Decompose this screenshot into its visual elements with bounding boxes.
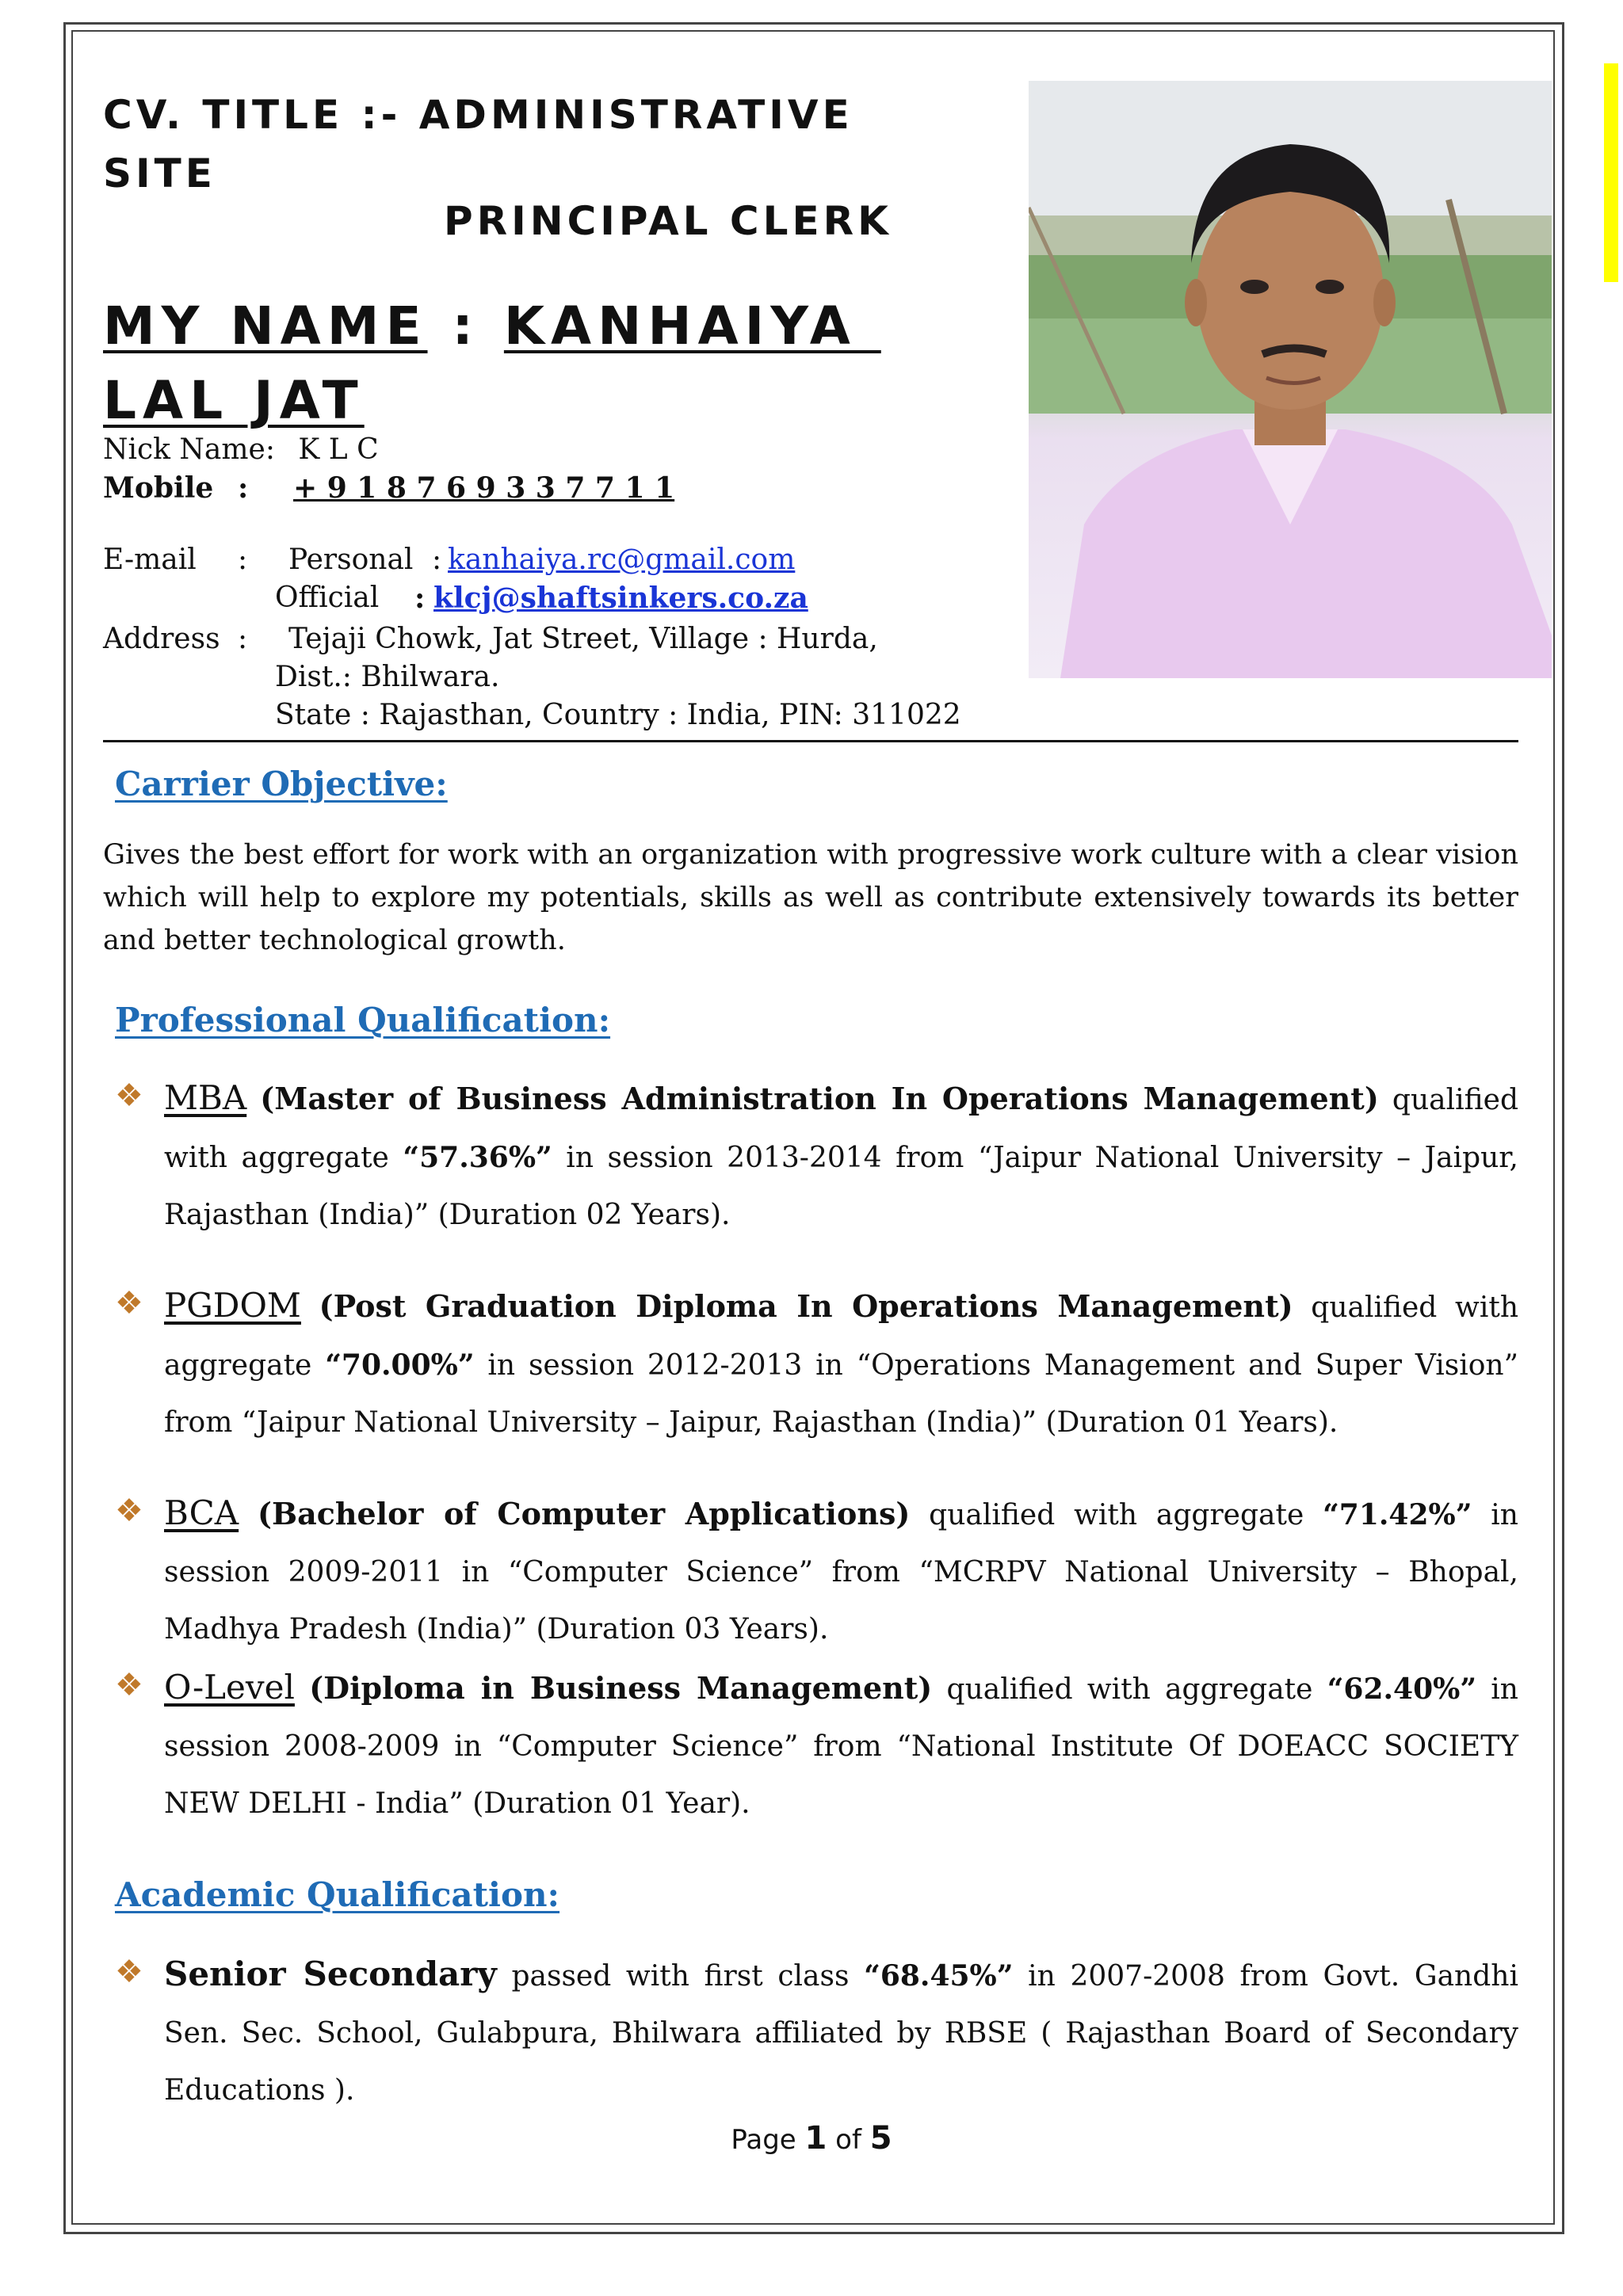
diamond-bullet-icon: ❖ xyxy=(115,1493,143,1529)
mobile-label: Mobile xyxy=(103,471,214,505)
name-value-last: LAL JAT xyxy=(103,370,365,431)
qualification-abbr: O-Level xyxy=(164,1668,295,1707)
qualification-pre: qualified with aggregate xyxy=(910,1499,1323,1531)
qualification-full: (Diploma in Business Management) xyxy=(309,1670,933,1706)
mobile-row xyxy=(103,469,213,507)
nick-name-value: K L C xyxy=(298,433,379,466)
qualification-full: (Master of Business Administration In Operations Management) xyxy=(260,1081,1379,1116)
personal-email-label: Personal xyxy=(288,543,414,576)
academic-aggregate: “68.45%” xyxy=(864,1959,1014,1993)
qualification-pre: qualified with aggregate xyxy=(932,1673,1327,1706)
name-value-first: KANHAIYA xyxy=(503,296,881,357)
cv-title: CV. TITLE :- ADMINISTRATIVE SITE xyxy=(103,92,854,196)
name-label: MY NAME xyxy=(103,296,428,357)
objective-heading: Carrier Objective: xyxy=(115,765,448,803)
qualification-aggregate: “70.00%” xyxy=(325,1348,475,1382)
name-separator: : xyxy=(427,296,504,357)
page-word: Page xyxy=(731,2124,796,2156)
diamond-bullet-icon: ❖ xyxy=(115,1954,143,1990)
address-line-3: State : Rajasthan, Country : India, PIN: 311022 xyxy=(275,699,961,731)
address-label: Address xyxy=(103,623,220,655)
qualification-details: in session 2008-2009 in “Computer Science” from “National Institute Of DOEACC SOCIETY NEW DELHI - India” (Duration 01 Year). xyxy=(164,1673,1518,1820)
academic-details: in 2007-2008 from Govt. Gandhi Sen. Sec. School, Gulabpura, Bhilwara affiliated by RBSE ( Rajasthan Board of Secondary Educations ). xyxy=(164,1960,1518,2107)
of-word: of xyxy=(835,2124,861,2156)
qualification-full: (Bachelor of Computer Applications) xyxy=(257,1496,911,1531)
full-name xyxy=(103,289,975,438)
mobile-sep: : xyxy=(238,471,249,505)
qualification-details: in session 2009-2011 in “Computer Science” from “MCRPV National University – Bhopal, Madhya Pradesh (India)” (Duration 03 Years). xyxy=(164,1499,1518,1646)
address-line-1: Tejaji Chowk, Jat Street, Village : Hurda, xyxy=(288,623,878,655)
qualification-aggregate: “57.36%” xyxy=(403,1141,552,1174)
qualification-details: in session 2013-2014 from “Jaipur National University – Jaipur, Rajasthan (India)” (Duration 02 Years). xyxy=(164,1142,1518,1231)
academic-pre: passed with first class xyxy=(496,1960,865,1993)
qualification-full: (Post Graduation Diploma In Operations Management) xyxy=(319,1288,1293,1324)
qualification-pre: qualified with aggregate xyxy=(164,1084,1518,1174)
cv-subtitle: PRINCIPAL CLERK xyxy=(444,198,892,244)
academic-item xyxy=(164,1946,1518,2119)
mobile-number[interactable]: + 9 1 8 7 6 9 3 3 7 7 1 1 xyxy=(293,471,675,505)
qualification-aggregate: “71.42%” xyxy=(1323,1498,1472,1531)
qualification-abbr: BCA xyxy=(164,1493,239,1532)
qualification-item xyxy=(164,1070,1518,1244)
page-total: 5 xyxy=(869,2120,892,2157)
official-email-label: Official xyxy=(275,582,380,614)
email-sep: : xyxy=(238,543,248,576)
address-sep: : xyxy=(238,623,248,655)
official-email-sep: : xyxy=(414,582,426,615)
qualification-item xyxy=(164,1277,1518,1451)
page-footer xyxy=(0,2120,1623,2157)
nick-name-label: Nick Name: xyxy=(103,433,275,466)
personal-email-sep: : xyxy=(432,543,442,576)
academic-name: Senior Secondary xyxy=(164,1955,497,1993)
qualification-abbr: MBA xyxy=(164,1078,247,1117)
qualification-pre: qualified with aggregate xyxy=(164,1291,1518,1382)
header-divider xyxy=(103,740,1518,742)
professional-heading: Professional Qualification: xyxy=(115,1001,611,1039)
qualification-details: in session 2012-2013 in “Operations Management and Super Vision” from “Jaipur National University – Jaipur, Rajasthan (India)” (Duration 01 Years). xyxy=(164,1349,1518,1439)
objective-text: Gives the best effort for work with an organization with progressive work culture with a clear vision which will help to explore my potentials, skills as well as contribute extensively towards its better and better technological growth. xyxy=(103,839,1518,956)
diamond-bullet-icon: ❖ xyxy=(115,1077,143,1114)
profile-photo xyxy=(1029,81,1552,678)
diamond-bullet-icon: ❖ xyxy=(115,1285,143,1322)
nick-name-row xyxy=(103,431,379,469)
email-label: E-mail xyxy=(103,543,197,576)
personal-email-link[interactable]: kanhaiya.rc@gmail.com xyxy=(448,543,796,576)
highlight-bar xyxy=(1604,63,1618,282)
qualification-item xyxy=(164,1659,1518,1833)
qualification-aggregate: “62.40%” xyxy=(1327,1672,1477,1706)
qualification-abbr: PGDOM xyxy=(164,1286,301,1325)
official-email-link[interactable]: klcj@shaftsinkers.co.za xyxy=(433,582,808,615)
academic-heading: Academic Qualification: xyxy=(115,1875,560,1914)
qualification-item xyxy=(164,1485,1518,1658)
page-number: 1 xyxy=(804,2120,827,2157)
address-line-2: Dist.: Bhilwara. xyxy=(275,661,500,693)
person-photo-icon xyxy=(1029,81,1552,678)
diamond-bullet-icon: ❖ xyxy=(115,1667,143,1703)
